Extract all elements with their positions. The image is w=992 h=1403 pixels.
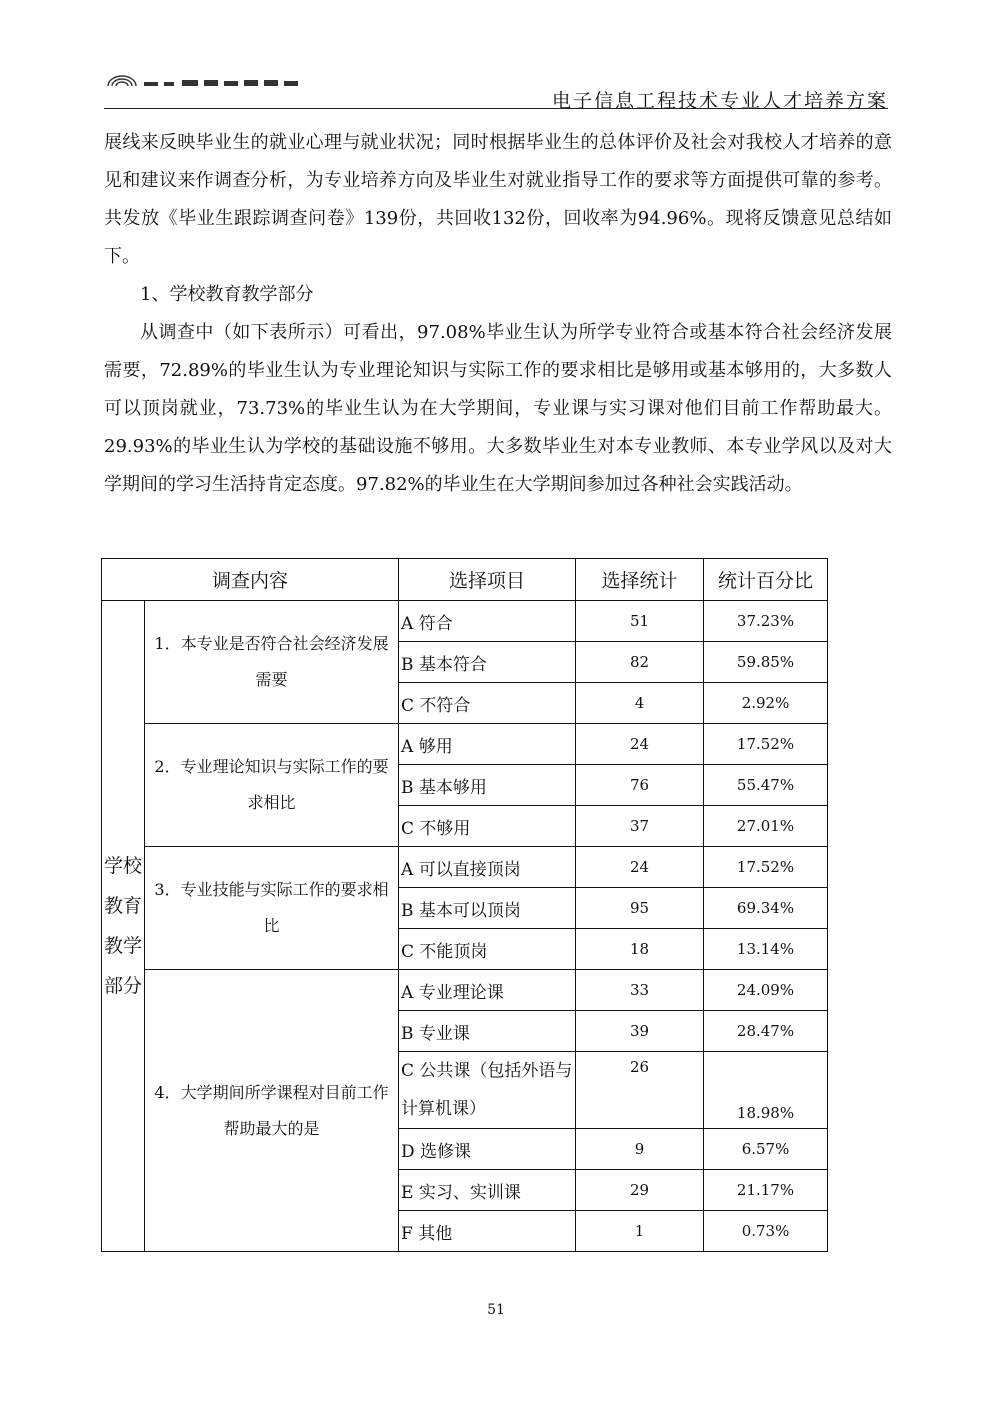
option-count: 4 [576,683,704,724]
option-label: E 实习、实训课 [399,1170,576,1211]
table-row [102,601,828,642]
survey-table [101,558,828,1252]
option-count: 9 [576,1129,704,1170]
option-percent: 0.73% [704,1211,828,1252]
option-percent: 27.01% [704,806,828,847]
option-percent: 17.52% [704,724,828,765]
option-count: 1 [576,1211,704,1252]
option-percent: 37.23% [704,601,828,642]
question-1: 1．本专业是否符合社会经济发展需要 [145,601,399,724]
option-label: B 基本符合 [399,642,576,683]
table-row [102,724,828,765]
paragraph-summary: 从调查中（如下表所示）可看出，97.08%毕业生认为所学专业符合或基本符合社会经济发展需要，72.89%的毕业生认为专业理论知识与实际工作的要求相比是够用或基本够用的，大多数人可以顶岗就业，73.73%的毕业生认为在大学期间，专业课与实习课对他们目前工作帮助最大。29.93%的毕业生认为学校的基础设施不够用。大多数毕业生对本专业教师、本专业学风以及对大学期间的学习生活持肯定态度。97.82%的毕业生在大学期间参加过各种社会实践活动。 [104,322,892,495]
body-text [104,124,892,504]
option-percent: 2.92% [704,683,828,724]
question-2: 2．专业理论知识与实际工作的要求相比 [145,724,399,847]
option-label: D 选修课 [399,1129,576,1170]
option-label: C 不够用 [399,806,576,847]
table-row [102,847,828,888]
option-count: 51 [576,601,704,642]
option-count: 29 [576,1170,704,1211]
option-label: F 其他 [399,1211,576,1252]
option-percent: 59.85% [704,642,828,683]
header-count: 选择统计 [576,559,704,601]
option-label: B 专业课 [399,1011,576,1052]
document-title: 电子信息工程技术专业人才培养方案 [551,90,888,112]
option-count: 82 [576,642,704,683]
option-label: A 够用 [399,724,576,765]
question-3: 3．专业技能与实际工作的要求相比 [145,847,399,970]
question-4: 4．大学期间所学课程对目前工作帮助最大的是 [145,970,399,1252]
category-line: 学校 [104,855,143,877]
option-count: 24 [576,724,704,765]
option-label: C 公共课（包括外语与计算机课） [399,1052,576,1129]
category-line: 部分 [104,975,143,997]
category-line: 教育 [104,895,143,917]
option-count: 37 [576,806,704,847]
option-label: B 基本够用 [399,765,576,806]
option-count: 76 [576,765,704,806]
header-option: 选择项目 [399,559,576,601]
table-row [102,970,828,1011]
option-count: 33 [576,970,704,1011]
school-logo-icon [104,70,314,94]
table-header-row [102,559,828,601]
option-count: 24 [576,847,704,888]
paragraph-intro: 展线来反映毕业生的就业心理与就业状况；同时根据毕业生的总体评价及社会对我校人才培养的意见和建议来作调查分析，为专业培养方向及毕业生对就业指导工作的要求等方面提供可靠的参考。共发放《毕业生跟踪调查问卷》139份，共回收132份，回收率为94.96%。现将反馈意见总结如下。 [104,132,892,267]
option-label: C 不符合 [399,683,576,724]
option-percent: 13.14% [704,929,828,970]
category-line: 教学 [104,935,143,957]
header-divider [104,108,888,109]
option-percent: 17.52% [704,847,828,888]
option-count: 95 [576,888,704,929]
option-percent: 69.34% [704,888,828,929]
option-percent: 28.47% [704,1011,828,1052]
header-survey-content: 调查内容 [102,559,399,601]
category-cell [102,601,145,1252]
option-label: A 符合 [399,601,576,642]
option-percent: 55.47% [704,765,828,806]
option-percent: 24.09% [704,970,828,1011]
option-label: B 基本可以顶岗 [399,888,576,929]
option-percent: 18.98% [704,1052,828,1129]
option-label: A 专业理论课 [399,970,576,1011]
page-number: 51 [487,1302,505,1318]
header-percent: 统计百分比 [704,559,828,601]
option-count: 26 [576,1052,704,1129]
option-percent: 21.17% [704,1170,828,1211]
option-count: 18 [576,929,704,970]
option-label: C 不能顶岗 [399,929,576,970]
section-heading: 1、学校教育教学部分 [140,284,314,305]
option-count: 39 [576,1011,704,1052]
option-percent: 6.57% [704,1129,828,1170]
option-label: A 可以直接顶岗 [399,847,576,888]
